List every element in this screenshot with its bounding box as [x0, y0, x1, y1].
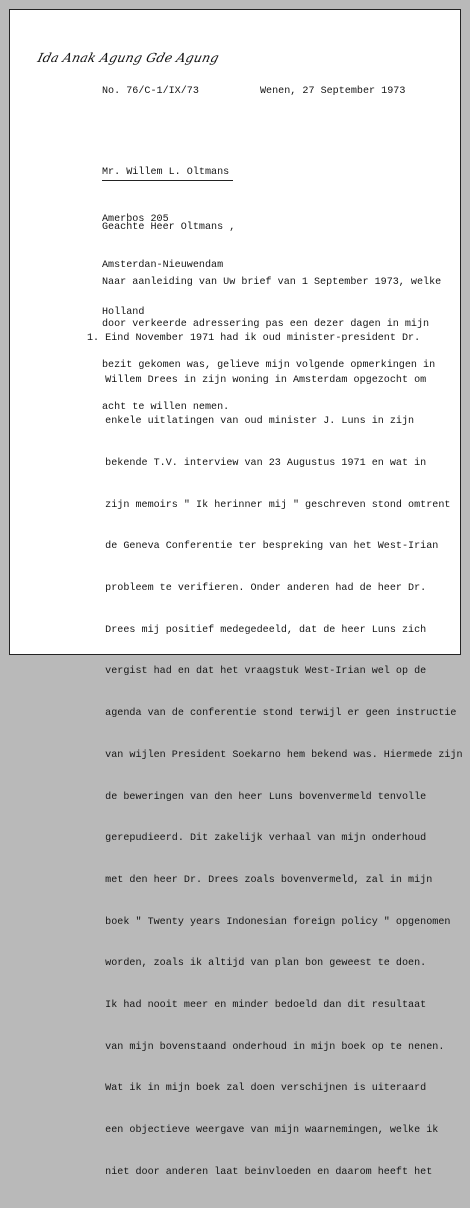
item-line: boek " Twenty years Indonesian foreign policy " opgenomen: [87, 916, 451, 928]
item-line: de Geneva Conferentie ter bespreking van het West-Irian: [87, 541, 439, 553]
item-line: probleem te verifieren. Onder anderen had de heer Dr.: [87, 583, 427, 595]
reference-number: No. 76/C-1/IX/73: [102, 86, 199, 97]
item-line: bekende T.V. interview van 23 Augustus 1971 en wat in: [87, 457, 427, 469]
item-line: vergist had en dat het vraagstuk West-Irian wel op de: [87, 666, 427, 678]
city-underline: [102, 180, 233, 181]
letter-page: [9, 9, 463, 1178]
intro-line: Naar aanleiding van Uw brief van 1 September 1973, welke: [102, 276, 442, 288]
item-line: Willem Drees in zijn woning in Amsterdam opgezocht om: [87, 374, 427, 386]
item-line: een objectieve weergave van mijn waarnemingen, welke ik: [87, 1125, 439, 1137]
item-line: Wat ik in mijn boek zal doen verschijnen is uiteraard: [87, 1083, 427, 1095]
address-line-country: Holland: [102, 306, 145, 318]
item-1-paragraph: [87, 304, 463, 1208]
item-line: Drees mij positief medegedeeld, dat de heer Luns zich: [87, 624, 427, 636]
item-line: Ik had nooit meer en minder bedoeld dan dit resultaat: [87, 1000, 427, 1012]
item-line: zijn memoirs " Ik herinner mij " geschreven stond omtrent: [87, 499, 451, 511]
intro-line: bezit gekomen was, gelieve mijn volgende opmerkingen in: [102, 360, 436, 372]
address-line-city: Amsterdan-Nieuwendam: [102, 260, 224, 271]
address-line-name: Mr. Willem L. Oltmans: [102, 167, 230, 178]
item-line: 1. Eind November 1971 had ik oud minister-president Dr.: [87, 332, 421, 344]
intro-line: acht te willen nemen.: [102, 401, 230, 413]
intro-line: door verkeerde adressering pas een dezer dagen in mijn: [102, 318, 430, 330]
place-date: Wenen, 27 September 1973: [260, 86, 406, 97]
item-line: van mijn bovenstaand onderhoud in mijn boek op te nenen.: [87, 1041, 445, 1053]
item-line: van wijlen President Soekarno hem bekend was. Hiermede zijn: [87, 749, 463, 761]
item-line: de beweringen van den heer Luns bovenvermeld tenvolle: [87, 791, 427, 803]
salutation: Geachte Heer Oltmans ,: [102, 222, 236, 233]
item-line: worden, zoals ik altijd van plan bon geweest te doen.: [87, 958, 427, 970]
letterhead-signature: Ida Anak Agung Gde Agung: [36, 50, 221, 65]
item-line: enkele uitlatingen van oud minister J. Luns in zijn: [87, 416, 415, 428]
item-line: niet door anderen laat beinvloeden en daarom heeft het: [87, 1166, 433, 1178]
item-line: gerepudieerd. Dit zakelijk verhaal van mijn onderhoud: [87, 833, 427, 845]
address-line-street: Amerbos 205: [102, 213, 169, 225]
item-line: agenda van de conferentie stond terwijl er geen instructie: [87, 708, 457, 720]
item-line: met den heer Dr. Drees zoals bovenvermeld, zal in mijn: [87, 874, 433, 886]
